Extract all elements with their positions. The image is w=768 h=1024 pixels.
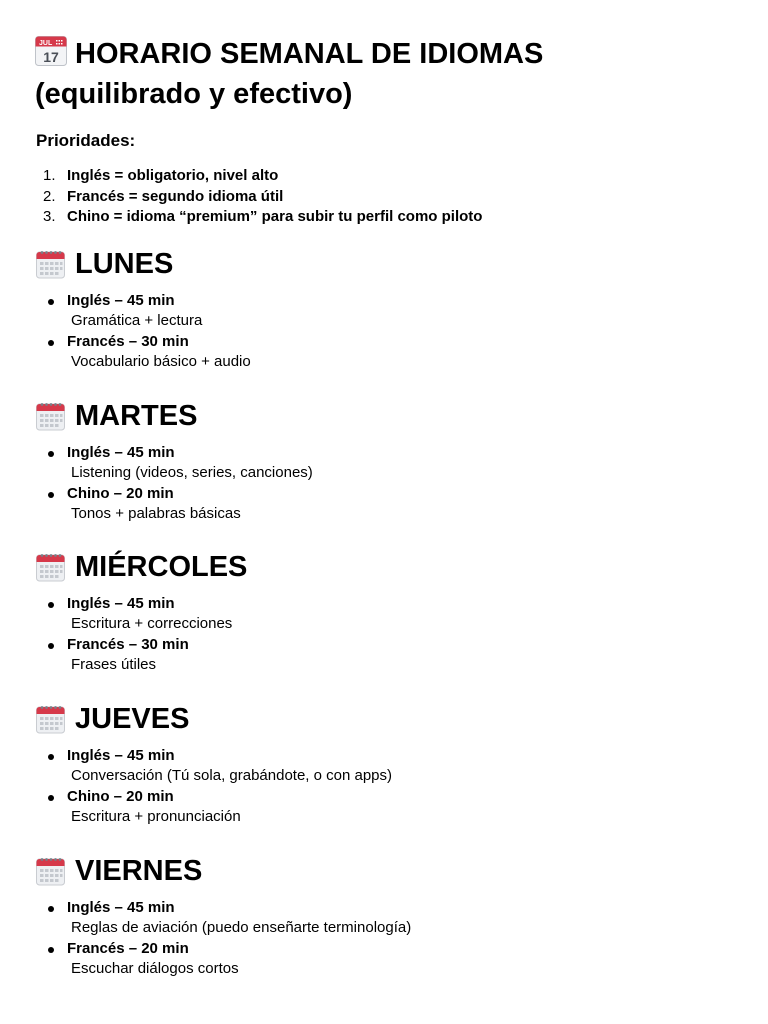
priority-item xyxy=(36,187,482,208)
list-item xyxy=(36,787,392,828)
priorities-label: Prioridades: xyxy=(36,131,136,150)
item-description: Escuchar diálogos cortos xyxy=(71,960,239,977)
day-title: VIERNES xyxy=(75,855,203,887)
day-items xyxy=(36,443,313,525)
bullet-icon xyxy=(48,947,54,953)
list-item xyxy=(36,443,313,484)
bullet-icon xyxy=(48,340,54,346)
day-heading xyxy=(36,851,736,891)
day-items xyxy=(36,291,251,373)
day-items xyxy=(36,898,411,980)
title-line-1: HORARIO SEMANAL DE IDIOMAS xyxy=(75,38,544,70)
item-title: Inglés – 45 min xyxy=(67,292,175,309)
list-item xyxy=(36,291,251,332)
day-heading xyxy=(36,699,736,739)
day-section-martes xyxy=(36,396,736,522)
priority-item xyxy=(36,207,482,228)
day-section-jueves xyxy=(36,699,736,825)
item-title: Inglés – 45 min xyxy=(67,899,175,916)
bullet-icon xyxy=(48,602,54,608)
day-title: LUNES xyxy=(75,248,174,280)
item-title: Inglés – 45 min xyxy=(67,595,175,612)
item-title: Inglés – 45 min xyxy=(67,747,175,764)
list-item xyxy=(36,939,411,980)
item-title: Francés – 30 min xyxy=(67,333,189,350)
list-item xyxy=(36,746,392,787)
priority-text: Inglés = obligatorio, nivel alto xyxy=(67,167,279,184)
item-description: Frases útiles xyxy=(71,656,157,673)
bullet-icon xyxy=(48,492,54,498)
item-title: Francés – 30 min xyxy=(67,636,189,653)
list-item xyxy=(36,332,251,373)
item-description: Escritura + correcciones xyxy=(71,615,233,632)
day-title: MIÉRCOLES xyxy=(75,551,248,583)
day-section-viernes xyxy=(36,851,736,977)
list-item xyxy=(36,484,313,525)
list-item xyxy=(36,594,232,635)
title-line-2: (equilibrado y efectivo) xyxy=(35,78,353,110)
calendar-icon xyxy=(36,856,65,886)
day-title: JUEVES xyxy=(75,703,190,735)
item-description: Tonos + palabras básicas xyxy=(71,505,241,522)
item-title: Inglés – 45 min xyxy=(67,444,175,461)
priority-text: Chino = idioma “premium” para subir tu perfil como piloto xyxy=(67,208,483,225)
item-description: Reglas de aviación (puedo enseñarte terminología) xyxy=(71,919,412,936)
item-title: Francés – 20 min xyxy=(67,940,189,957)
bullet-icon xyxy=(48,299,54,305)
list-item xyxy=(36,898,411,939)
day-section-lunes xyxy=(36,244,736,370)
item-description: Listening (videos, series, canciones) xyxy=(71,464,313,481)
page-title xyxy=(35,34,735,114)
bullet-icon xyxy=(48,754,54,760)
calendar-icon xyxy=(36,249,65,279)
svg-text:JUL: JUL xyxy=(39,40,53,47)
day-section-miercoles xyxy=(36,547,736,673)
item-description: Conversación (Tú sola, grabándote, o con apps) xyxy=(71,767,393,784)
day-items xyxy=(36,594,232,676)
calendar-icon xyxy=(36,401,65,431)
priority-number: 1. xyxy=(43,167,56,184)
day-heading xyxy=(36,244,736,284)
day-title: MARTES xyxy=(75,400,198,432)
calendar-icon xyxy=(36,552,65,582)
item-title: Chino – 20 min xyxy=(67,485,174,502)
bullet-icon xyxy=(48,795,54,801)
priority-number: 2. xyxy=(43,187,56,205)
priority-text: Francés = segundo idioma útil xyxy=(67,187,284,205)
svg-text:17: 17 xyxy=(43,49,59,65)
item-description: Escritura + pronunciación xyxy=(71,808,241,825)
calendar-icon xyxy=(36,704,65,734)
day-items xyxy=(36,746,392,828)
bullet-icon xyxy=(48,451,54,457)
priority-number: 3. xyxy=(43,208,56,225)
day-heading xyxy=(36,547,736,587)
item-description: Gramática + lectura xyxy=(71,312,203,329)
bullet-icon xyxy=(48,906,54,912)
list-item xyxy=(36,635,232,676)
priorities-list xyxy=(36,166,482,228)
item-description: Vocabulario básico + audio xyxy=(71,353,251,370)
priority-item xyxy=(36,166,482,187)
bullet-icon xyxy=(48,643,54,649)
day-heading xyxy=(36,396,736,436)
item-title: Chino – 20 min xyxy=(67,788,174,805)
calendar-jul-17-icon xyxy=(35,36,67,66)
